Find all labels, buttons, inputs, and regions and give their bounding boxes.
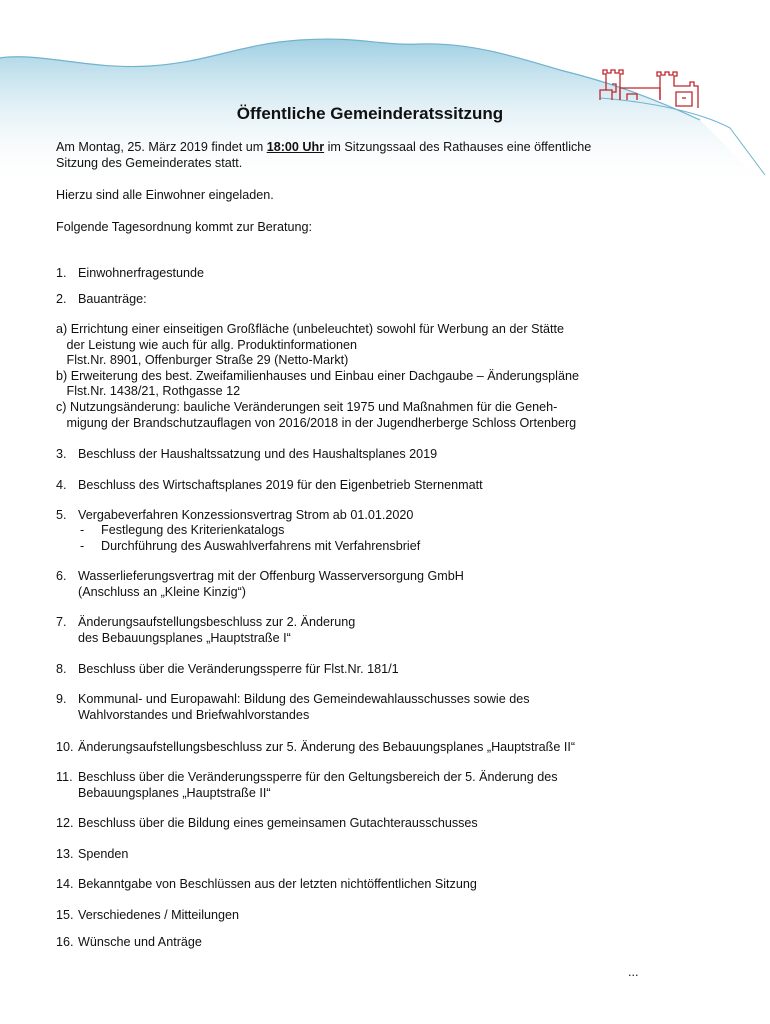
agenda-item bbox=[56, 569, 696, 600]
agenda-item-number: 9. bbox=[56, 692, 67, 706]
agenda-intro: Folgende Tagesordnung kommt zur Beratung: bbox=[56, 220, 312, 234]
agenda-item-text: Änderungsaufstellungsbeschluss zur 2. Änderung bbox=[78, 615, 356, 629]
agenda-item bbox=[56, 770, 696, 801]
building-application-line: Flst.Nr. 8901, Offenburger Straße 29 (Netto-Markt) bbox=[56, 353, 349, 368]
building-application-line: b) Erweiterung des best. Zweifamilienhauses und Einbau einer Dachgaube – Änderungspläne bbox=[56, 368, 579, 383]
building-application-line: c) Nutzungsänderung: bauliche Veränderungen seit 1975 und Maßnahmen für die Geneh- bbox=[56, 400, 558, 414]
agenda-item-number: 1. bbox=[56, 266, 67, 280]
page-title: Öffentliche Gemeinderatssitzung bbox=[236, 104, 504, 123]
agenda-item-text: Beschluss des Wirtschaftsplanes 2019 für den Eigenbetrieb Sternenmatt bbox=[78, 478, 483, 492]
agenda-item bbox=[56, 816, 696, 832]
agenda-item-text: Spenden bbox=[78, 847, 129, 861]
intro-line-1: Am Montag, 25. März 2019 findet um 18:00 Uhr im Sitzungssaal des Rathauses eine öffentliche bbox=[56, 140, 592, 154]
agenda-item-text: Kommunal- und Europawahl: Bildung des Gemeindewahlausschusses sowie des bbox=[78, 692, 530, 706]
agenda-item-text: Beschluss über die Bildung eines gemeinsamen Gutachterausschusses bbox=[78, 816, 478, 830]
agenda-item-text: Wahlvorstandes und Briefwahlvorstandes bbox=[78, 707, 310, 722]
agenda-item-number: 3. bbox=[56, 447, 67, 461]
agenda-item bbox=[56, 292, 696, 308]
agenda-item-text: Beschluss über die Veränderungssperre für den Geltungsbereich der 5. Änderung des bbox=[78, 770, 558, 784]
subpoint-dash: - bbox=[80, 523, 85, 537]
invitation-text: Hierzu sind alle Einwohner eingeladen. bbox=[56, 188, 274, 202]
agenda-item bbox=[56, 847, 696, 863]
meeting-time: 18:00 Uhr bbox=[266, 140, 325, 154]
agenda-item bbox=[56, 266, 696, 282]
agenda-item-number: 4. bbox=[56, 478, 67, 492]
agenda-item-text: Einwohnerfragestunde bbox=[78, 266, 205, 280]
agenda-item bbox=[56, 447, 696, 463]
agenda-item bbox=[56, 908, 696, 924]
agenda-item-number: 12. bbox=[56, 816, 74, 830]
subpoint-dash: - bbox=[80, 538, 85, 553]
subpoint-text: Durchführung des Auswahlverfahrens mit Verfahrensbrief bbox=[101, 538, 421, 553]
agenda-item-text: Bebauungsplanes „Hauptstraße II“ bbox=[78, 785, 271, 800]
building-application-line: a) Errichtung einer einseitigen Großfläche (unbeleuchtet) sowohl für Werbung an der Stätte bbox=[56, 322, 564, 336]
agenda-item-number: 14. bbox=[56, 877, 74, 891]
agenda-item bbox=[56, 508, 696, 524]
agenda-item bbox=[56, 935, 696, 951]
building-application-line: der Leistung wie auch für allg. Produktinformationen bbox=[56, 337, 358, 352]
intro-line-2: Sitzung des Gemeinderates statt. bbox=[56, 155, 243, 170]
agenda-item-number: 11. bbox=[56, 770, 73, 784]
agenda-item-text: Bauanträge: bbox=[78, 292, 147, 306]
agenda-item-text: des Bebauungsplanes „Hauptstraße I“ bbox=[78, 630, 291, 645]
agenda-item-text: Änderungsaufstellungsbeschluss zur 5. Änderung des Bebauungsplanes „Hauptstraße II“ bbox=[78, 740, 576, 754]
agenda-item-number: 7. bbox=[56, 615, 67, 629]
building-application-line: Flst.Nr. 1438/21, Rothgasse 12 bbox=[56, 384, 241, 399]
agenda-item-number: 16. bbox=[56, 935, 74, 949]
agenda-item-number: 15. bbox=[56, 908, 74, 922]
agenda-item-text: Vergabeverfahren Konzessionsvertrag Strom ab 01.01.2020 bbox=[78, 508, 414, 522]
agenda-item bbox=[56, 662, 696, 678]
agenda-item-number: 10. bbox=[56, 740, 74, 754]
agenda-item-number: 13. bbox=[56, 847, 74, 861]
agenda-item bbox=[56, 692, 696, 723]
continuation-ellipsis: ... bbox=[628, 965, 639, 979]
agenda-item-text: (Anschluss an „Kleine Kinzig“) bbox=[78, 584, 246, 599]
agenda-item-text: Bekanntgabe von Beschlüssen aus der letzten nichtöffentlichen Sitzung bbox=[78, 877, 477, 891]
agenda-item-text: Beschluss der Haushaltssatzung und des Haushaltsplanes 2019 bbox=[78, 447, 438, 461]
subpoint-text: Festlegung des Kriterienkatalogs bbox=[101, 523, 285, 537]
agenda-item-text: Verschiedenes / Mitteilungen bbox=[78, 908, 240, 922]
agenda-item-number: 5. bbox=[56, 508, 67, 522]
agenda-item bbox=[56, 740, 696, 756]
intro-paragraph bbox=[56, 140, 696, 171]
agenda-item-text: Wasserlieferungsvertrag mit der Offenburg Wasserversorgung GmbH bbox=[78, 569, 464, 583]
agenda-item bbox=[56, 877, 696, 893]
agenda-item-number: 8. bbox=[56, 662, 67, 676]
agenda-item-number: 6. bbox=[56, 569, 67, 583]
agenda-item-text: Wünsche und Anträge bbox=[78, 935, 202, 949]
building-application-line: migung der Brandschutzauflagen von 2016/2018 in der Jugendherberge Schloss Ortenberg bbox=[56, 415, 577, 430]
agenda-item bbox=[56, 478, 696, 494]
agenda-item-text: Beschluss über die Veränderungssperre für Flst.Nr. 181/1 bbox=[78, 662, 399, 676]
agenda-item bbox=[56, 615, 696, 646]
agenda-item-number: 2. bbox=[56, 292, 67, 306]
